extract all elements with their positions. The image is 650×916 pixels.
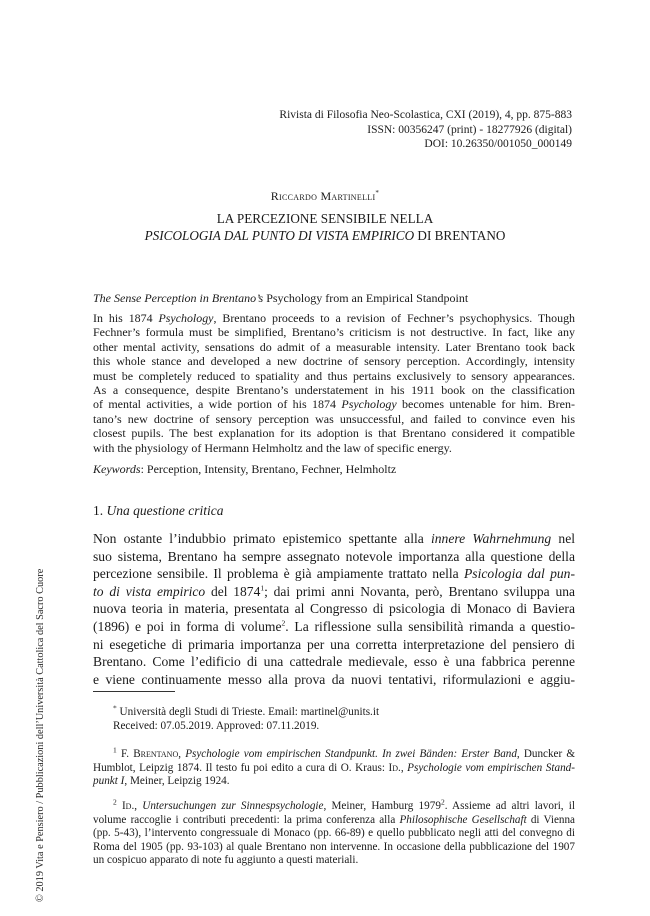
body-line: (1896) e poi in forma di volume$^2$. La riflessione sulla sensibilità rimanda a questio-: [93, 618, 575, 634]
abstract-line: with the physiology of Hermann Helmholtz and the law of specific energy.: [93, 440, 452, 455]
author-footnote-mark: *: [375, 189, 380, 197]
section-heading: 1. Una questione critica: [93, 503, 224, 518]
keywords: [93, 462, 575, 477]
body-line: e viene continuamente messo alla prova da nuovi tentativi, riformulazioni e aggiu-: [93, 671, 575, 687]
journal-citation: [270, 108, 572, 152]
body-line: suo sistema, Brentano ha sempre assegnato notevole importanza alla questione della: [93, 548, 575, 564]
body-line: ni esegetiche di primaria importanza per una corretta interpretazione del pensiero di: [93, 636, 575, 652]
abstract-line: tano’s new doctrine of sensory perception was unsuccessful, and failed to convince even his: [93, 411, 575, 426]
doi-line: DOI: 10.26350/001050_000149: [424, 138, 572, 150]
footnote-2: [93, 797, 575, 868]
abstract-line: other mental activity, sensations do admit of a measurable intensity. Later Brentano took back: [93, 339, 575, 354]
abstract-line: In his 1874 Psychology, Brentano proceeds to a revision of Fechner’s psychophysics. Though: [93, 311, 575, 325]
copyright-side-note: © 2019 Vita e Pensiero / Pubblicazioni dell’Università Cattolica del Sacro Cuore: [35, 568, 46, 902]
footnote-1: [93, 745, 576, 789]
keywords-label: Keywords: [93, 462, 141, 476]
abstract-line: As a consequence, despite Brentano’s understatement in his 1911 book on the classification: [93, 383, 575, 398]
abstract: [93, 311, 575, 455]
body-line: percezione sensibile. Il problema è già ampiamente trattato nella Psicologia dal pun-: [93, 566, 575, 582]
english-title: The Sense Perception in Brentano’s Psychology from an Empirical Standpoint: [93, 291, 469, 305]
footnote-line: volume raccoglie i contributi precedenti: la prima conferenza alla Philosophische Gesellschaft di Vienna: [93, 813, 575, 826]
body-line: nuova teoria in materia, presentata al Congresso di psicologia di Monaco di Baviera: [93, 601, 575, 617]
footnote-line: Roma del 1905 (pp. 93-103) al quale Brentano non intervenne. In occasione della pubblicazione del 1907: [93, 840, 575, 853]
body-line: to di vista empirico del 1874$^1$; dai primi anni Novanta, però, Brentano sviluppa una: [93, 583, 575, 599]
issn-line: ISSN: 00356247 (print) - 18277926 (digital): [367, 123, 572, 136]
footnote-line: $^1$ F. Brentano, Psychologie vom empirischen Standpunkt. In zwei Bänden: Erster Band, Duncker &: [113, 745, 576, 760]
abstract-line: closest pupils. The best explanation for its adoption is that Brentano considered it compatible: [93, 426, 575, 441]
title-line-2: PSICOLOGIA DAL PUNTO DI VISTA EMPIRICO DI BRENTANO: [144, 228, 506, 243]
journal-line: Rivista di Filosofia Neo-Scolastica, CXI (2019), 4, pp. 875-883: [279, 109, 572, 121]
title-line-1: LA PERCEZIONE SENSIBILE NELLA: [216, 211, 434, 226]
footnote-line: un cospicuo apparato di note fu aggiunto a questi materiali.: [93, 854, 359, 867]
body-line: Non ostante l’indubbio primato epistemico spettante alla innere Wahrnehmung nel: [93, 531, 575, 546]
abstract-line: Fechner’s formula must be simplified, Brentano’s criticism is not destructive. In fact, like any: [93, 325, 575, 340]
abstract-line: of mental activities, a wide portion of his 1874 Psychology becomes untenable for him. Bren-: [93, 397, 575, 412]
footnote-separator: [93, 691, 175, 692]
footnote-affiliation: * Università degli Studi di Trieste. Email: martinel@units.it Received: 07.05.2019. Approved: 07.11.2019.: [113, 703, 380, 732]
author-name: Riccardo Martinelli*: [270, 189, 380, 203]
footnote-line: $^2$ Id., Untersuchungen zur Sinnespsychologie, Meiner, Hamburg 1979$^2$. Assieme ad altri lavori, il: [113, 797, 575, 812]
keywords-list: : Perception, Intensity, Brentano, Fechner, Helmholtz: [140, 462, 397, 476]
body-paragraph: [93, 530, 575, 688]
footnote-line: (pp. 5-43), l’intervento congressuale di Monaco (pp. 66-89) e quello pubblicato negli atti del convegno di: [93, 827, 575, 840]
footnote-line: Humblot, Leipzig 1874. Il testo fu poi edito a cura di O. Kraus: Id., Psychologie vom empirischen Stand-: [93, 761, 575, 774]
body-line: Brentano. Come l’edificio di una cattedrale medievale, esso è una fabbrica perenne: [93, 654, 575, 670]
abstract-line: this whole stance and developed a new doctrine of sensory perception. Accordingly, intensity: [93, 354, 575, 369]
footnote-line: punkt I, Meiner, Leipzig 1924.: [93, 775, 230, 788]
article-title: [0, 210, 650, 244]
abstract-line: must be completely reduced to spatiality and thus pertains exclusively to sensory appearances.: [93, 368, 575, 383]
